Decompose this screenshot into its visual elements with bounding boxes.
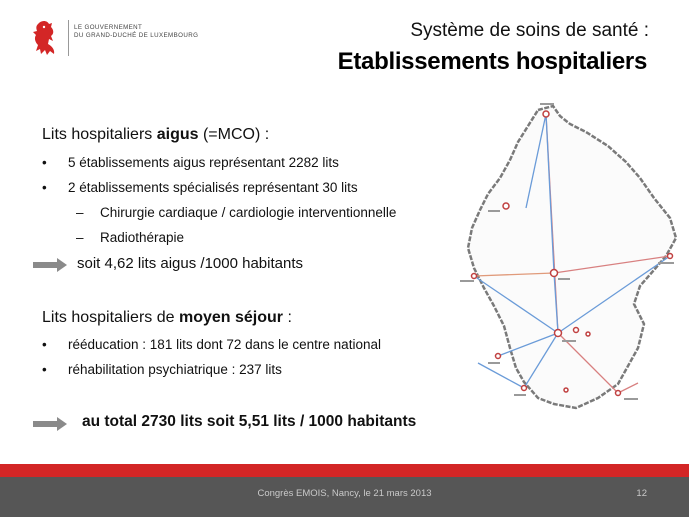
map-node	[543, 111, 549, 117]
section-medium-stay-heading	[42, 309, 292, 327]
map-node	[668, 254, 673, 259]
accent-bar	[0, 464, 689, 477]
dash-glyph: –	[76, 205, 84, 220]
lion-icon	[30, 18, 60, 56]
slide-title: Etablissements hospitaliers	[337, 48, 647, 75]
place-marker	[558, 278, 570, 280]
section-acute-bold: aigus	[156, 126, 199, 143]
total-beds-summary: au total 2730 lits soit 5,51 lits / 1000 habitants	[82, 413, 417, 430]
map-node	[503, 203, 509, 209]
section-acute-suffix: (=MCO) :	[198, 126, 270, 143]
line-southeast-border	[618, 383, 638, 393]
section-medium-bold: moyen séjour	[178, 309, 283, 326]
logo-line-2: DU GRAND-DUCHÉ DE LUXEMBOURG	[74, 32, 199, 39]
list-item	[42, 362, 282, 377]
bullet-glyph: •	[42, 337, 47, 352]
slide-subtitle: Système de soins de santé :	[410, 20, 649, 41]
place-marker	[514, 394, 526, 396]
list-item	[42, 337, 381, 352]
luxembourg-hospital-map	[458, 98, 680, 418]
place-marker	[562, 340, 576, 342]
sub-list-item	[76, 230, 184, 245]
acute-beds-summary: soit 4,62 lits aigus /1000 habitants	[77, 255, 303, 272]
page-number: 12	[636, 488, 647, 499]
list-item-text: 5 établissements aigus représentant 2282 lits	[68, 155, 339, 170]
place-marker	[658, 262, 674, 264]
place-marker	[488, 210, 500, 212]
footer-caption: Congrès EMOIS, Nancy, le 21 mars 2013	[257, 488, 432, 499]
map-node	[472, 274, 477, 279]
bullet-glyph: •	[42, 155, 47, 170]
map-node	[616, 391, 621, 396]
sub-list-item-text: Chirurgie cardiaque / cardiologie interventionnelle	[100, 205, 397, 220]
place-marker	[540, 103, 554, 105]
list-item	[42, 180, 358, 195]
arrow-right-icon	[33, 258, 67, 272]
map-node	[564, 388, 568, 392]
list-item-text: réhabilitation psychiatrique : 237 lits	[68, 362, 282, 377]
map-node	[496, 354, 501, 359]
logo-text	[74, 24, 198, 40]
bullet-glyph: •	[42, 180, 47, 195]
section-acute-prefix: Lits hospitaliers	[42, 126, 157, 143]
bullet-glyph: •	[42, 362, 47, 377]
dash-glyph: –	[76, 230, 84, 245]
map-node	[555, 330, 562, 337]
logo-divider	[68, 20, 69, 56]
government-logo	[30, 18, 220, 60]
arrow-right-icon	[33, 417, 67, 431]
place-marker	[488, 362, 500, 364]
section-medium-suffix: :	[283, 309, 292, 326]
list-item-text: 2 établissements spécialisés représentant 30 lits	[68, 180, 358, 195]
logo-line-1: LE GOUVERNEMENT	[74, 24, 143, 31]
place-marker	[460, 280, 474, 282]
map-node	[586, 332, 590, 336]
map-node	[551, 270, 558, 277]
list-item-text: rééducation : 181 lits dont 72 dans le centre national	[68, 337, 381, 352]
place-marker	[624, 398, 638, 400]
list-item	[42, 155, 339, 170]
sub-list-item	[76, 205, 396, 220]
map-node	[574, 328, 579, 333]
section-medium-prefix: Lits hospitaliers de	[42, 309, 179, 326]
sub-list-item-text: Radiothérapie	[100, 230, 185, 245]
map-node	[522, 386, 527, 391]
section-acute-heading	[42, 126, 269, 144]
